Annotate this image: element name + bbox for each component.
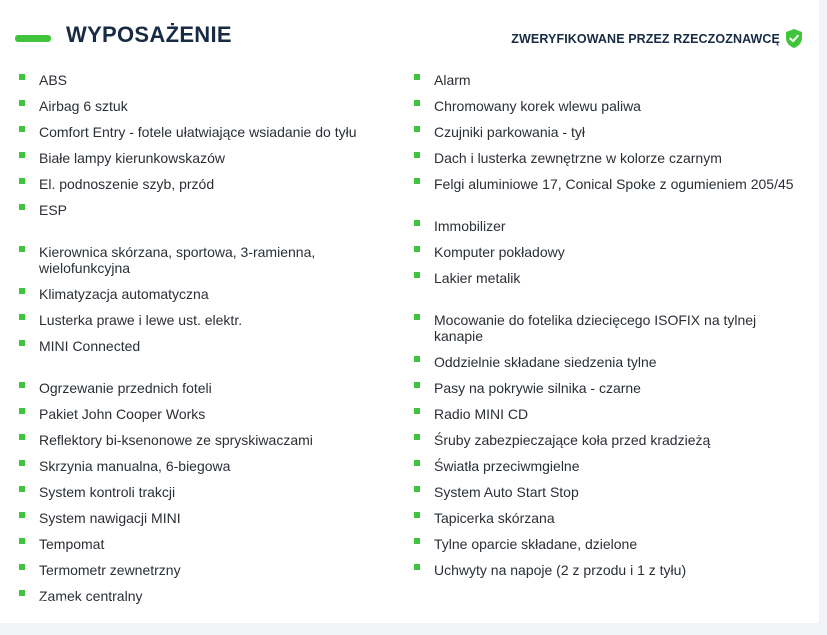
equipment-item-label: Chromowany korek wlewu paliwa — [434, 98, 641, 114]
equipment-item-label: Pasy na pokrywie silnika - czarne — [434, 380, 641, 396]
bullet-icon — [19, 126, 25, 132]
equipment-item-label: Pakiet John Cooper Works — [39, 406, 206, 422]
equipment-item-label: Lusterka prawe i lewe ust. elektr. — [39, 312, 243, 328]
equipment-item-label: Oddzielnie składane siedzenia tylne — [434, 354, 657, 370]
equipment-item — [19, 562, 399, 578]
bullet-icon — [19, 408, 25, 414]
bullet-icon — [414, 178, 420, 184]
equipment-item — [19, 98, 399, 114]
verified-label: ZWERYFIKOWANE PRZEZ RZECZOZNAWCĘ — [511, 31, 780, 46]
equipment-item-label: Mocowanie do fotelika dziecięcego ISOFIX na tylnej kanapie — [434, 312, 757, 344]
equipment-item-label: Alarm — [434, 72, 471, 88]
bullet-icon — [414, 100, 420, 106]
equipment-item-label: Światła przeciwmgielne — [434, 458, 580, 474]
equipment-item — [19, 406, 399, 422]
equipment-item-label: System Auto Start Stop — [434, 484, 579, 500]
equipment-item — [19, 124, 399, 140]
bullet-icon — [414, 538, 420, 544]
equipment-item-label: ABS — [39, 72, 68, 88]
bullet-icon — [19, 382, 25, 388]
equipment-item-label: Komputer pokładowy — [434, 244, 565, 260]
bullet-icon — [19, 178, 25, 184]
equipment-item-label: MINI Connected — [39, 338, 141, 354]
bullet-icon — [19, 152, 25, 158]
equipment-item — [414, 484, 799, 500]
equipment-item-label: Felgi aluminiowe 17, Conical Spoke z ogumieniem 205/45 — [434, 176, 794, 192]
equipment-item — [19, 176, 399, 192]
equipment-item — [414, 562, 799, 578]
bullet-icon — [19, 100, 25, 106]
equipment-item — [19, 286, 399, 302]
bullet-icon — [414, 460, 420, 466]
bullet-icon — [414, 272, 420, 278]
equipment-item-label: Tapicerka skórzana — [434, 510, 555, 526]
equipment-item — [19, 510, 399, 526]
equipment-item-label: Klimatyzacja automatyczna — [39, 286, 209, 302]
bullet-icon — [19, 512, 25, 518]
bullet-icon — [19, 246, 25, 252]
bullet-icon — [414, 382, 420, 388]
equipment-item — [414, 406, 799, 422]
equipment-item-label: Ogrzewanie przednich foteli — [39, 380, 212, 396]
equipment-item — [414, 124, 799, 140]
equipment-item — [414, 244, 799, 260]
section-title: WYPOSAŻENIE — [66, 22, 232, 47]
bullet-icon — [414, 408, 420, 414]
equipment-item-label: Tylne oparcie składane, dzielone — [434, 536, 638, 552]
bullet-icon — [414, 220, 420, 226]
bullet-icon — [414, 126, 420, 132]
bullet-icon — [414, 434, 420, 440]
equipment-item — [19, 244, 399, 276]
bullet-icon — [19, 74, 25, 80]
equipment-item — [414, 432, 799, 448]
bullet-icon — [19, 340, 25, 346]
equipment-item-label: Radio MINI CD — [434, 406, 529, 422]
equipment-item — [414, 72, 799, 88]
equipment-item — [414, 536, 799, 552]
equipment-item — [414, 312, 799, 344]
bullet-icon — [19, 564, 25, 570]
equipment-item-label: Comfort Entry - fotele ułatwiające wsiadanie do tyłu — [39, 124, 357, 140]
equipment-item — [414, 380, 799, 396]
section-accent-bar — [15, 35, 51, 42]
equipment-item-label: Airbag 6 sztuk — [39, 98, 128, 114]
equipment-item — [414, 458, 799, 474]
equipment-item-label: Lakier metalik — [434, 270, 521, 286]
bullet-icon — [414, 314, 420, 320]
equipment-item-label: Immobilizer — [434, 218, 506, 234]
bullet-icon — [19, 460, 25, 466]
bullet-icon — [19, 204, 25, 210]
equipment-item-label: Uchwyty na napoje (2 z przodu i 1 z tyłu) — [434, 562, 687, 578]
equipment-item — [414, 270, 799, 286]
equipment-item — [19, 150, 399, 166]
equipment-item — [414, 218, 799, 234]
equipment-item — [19, 536, 399, 552]
equipment-item-label: System kontroli trakcji — [39, 484, 176, 500]
equipment-item-label: Kierownica skórzana, sportowa, 3-ramienna, wielofunkcyjna — [39, 244, 316, 276]
shield-check-icon — [786, 29, 802, 48]
equipment-item — [414, 98, 799, 114]
equipment-item — [414, 354, 799, 370]
equipment-item — [19, 338, 399, 354]
equipment-item-label: Czujniki parkowania - tył — [434, 124, 585, 140]
equipment-item-label: Reflektory bi-ksenonowe ze spryskiwaczami — [39, 432, 313, 448]
bullet-icon — [19, 288, 25, 294]
bullet-icon — [19, 538, 25, 544]
bullet-icon — [19, 486, 25, 492]
equipment-item — [414, 176, 799, 192]
equipment-item-label: El. podnoszenie szyb, przód — [39, 176, 215, 192]
equipment-item — [414, 510, 799, 526]
watermark-logo: otomoto — [6, 594, 82, 614]
verified-badge — [511, 29, 802, 48]
equipment-item-label: Dach i lusterka zewnętrzne w kolorze czarnym — [434, 150, 722, 166]
bullet-icon — [414, 74, 420, 80]
bullet-icon — [414, 512, 420, 518]
bullet-icon — [19, 314, 25, 320]
bullet-icon — [414, 564, 420, 570]
equipment-item — [19, 458, 399, 474]
equipment-item-label: Zamek centralny — [39, 588, 143, 604]
equipment-item-label: Śruby zabezpieczające koła przed kradzieżą — [434, 432, 711, 448]
equipment-item-label: Skrzynia manualna, 6-biegowa — [39, 458, 231, 474]
equipment-item-label: Białe lampy kierunkowskazów — [39, 150, 225, 166]
equipment-item — [414, 150, 799, 166]
equipment-item-label: ESP — [39, 202, 68, 218]
equipment-item — [19, 202, 399, 218]
bullet-icon — [19, 434, 25, 440]
bullet-icon — [414, 356, 420, 362]
equipment-item — [19, 380, 399, 396]
equipment-item-label: Tempomat — [39, 536, 105, 552]
equipment-item — [19, 484, 399, 500]
bullet-icon — [414, 246, 420, 252]
equipment-item — [19, 432, 399, 448]
equipment-item-label: System nawigacji MINI — [39, 510, 181, 526]
bullet-icon — [414, 486, 420, 492]
equipment-item — [19, 72, 399, 88]
equipment-item — [19, 312, 399, 328]
bullet-icon — [414, 152, 420, 158]
equipment-item-label: Termometr zewnetrzny — [39, 562, 181, 578]
